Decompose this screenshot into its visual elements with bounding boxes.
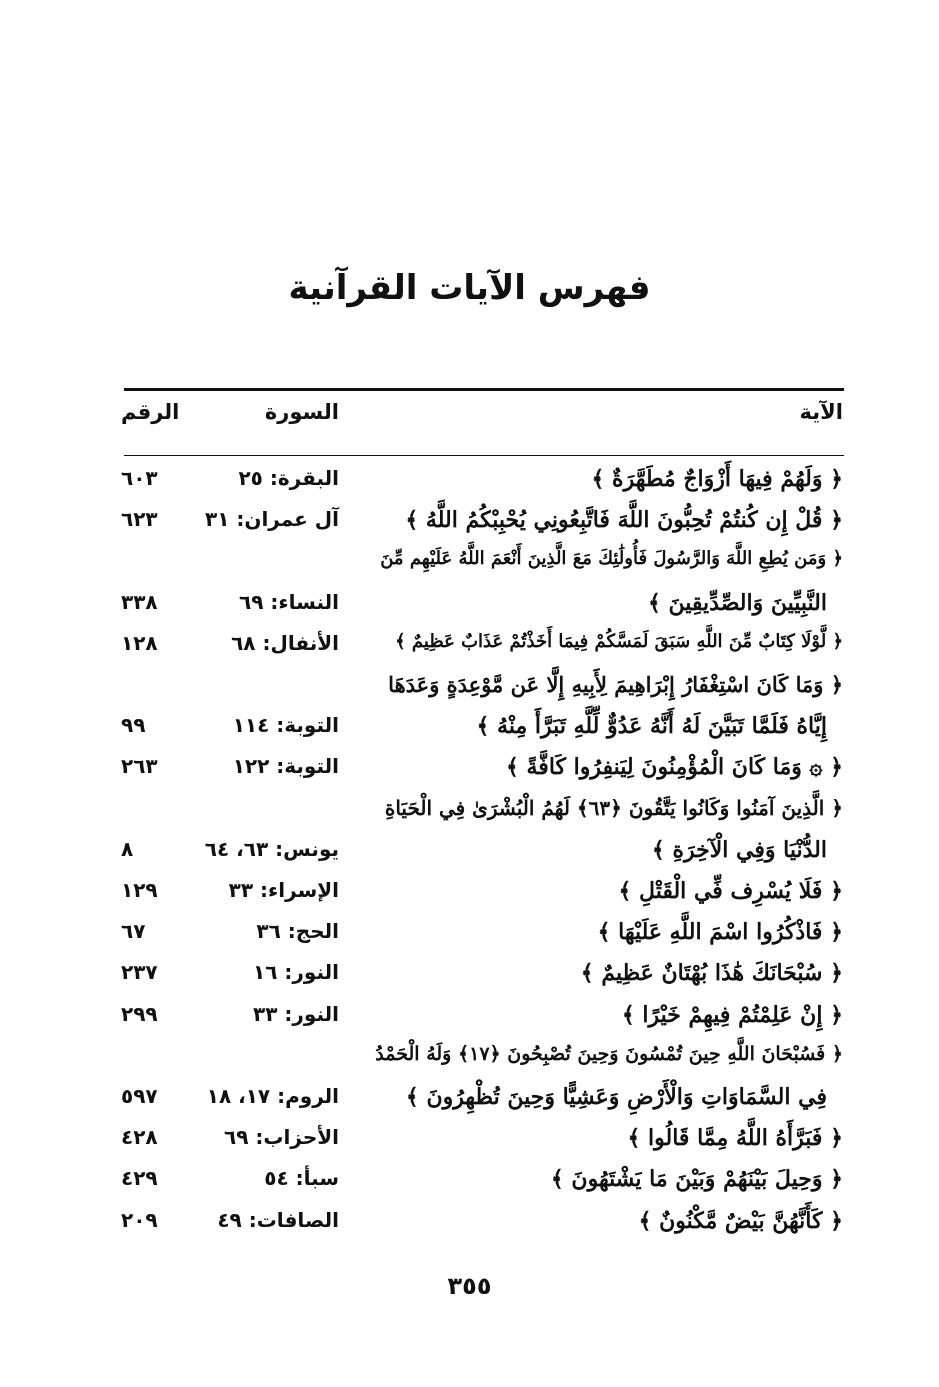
ayah-text: ﴿ فَلَا يُسْرِف فِّي الْقَتْلِ ﴾ — [618, 878, 843, 904]
page-reference-number: ٦٧ — [121, 919, 146, 944]
table-row — [0, 713, 939, 755]
table-row — [0, 1125, 939, 1167]
surah-reference: الإسراء: ٣٣ — [228, 878, 339, 902]
surah-reference: الأنفال: ٦٨ — [231, 630, 339, 655]
surah-reference: الحج: ٣٦ — [256, 919, 339, 944]
surah-reference: آل عمران: ٣١ — [205, 507, 339, 532]
page-reference-number: ٤٢٨ — [121, 1125, 158, 1150]
page-reference-number: ٤٢٩ — [121, 1166, 158, 1191]
ayah-text: ﴿ كَأَنَّهُنَّ بَيْضٌ مَّكْنُونٌ ﴾ — [638, 1207, 843, 1234]
surah-reference: النور: ٣٣ — [253, 1001, 339, 1026]
page-reference-number: ٢٣٧ — [121, 960, 158, 985]
page-reference-number: ١٢٨ — [121, 630, 158, 655]
page-reference-number: ٨ — [121, 836, 134, 861]
surah-reference: الصافات: ٤٩ — [217, 1207, 339, 1232]
ayah-text: ﴿ وَلَهُمْ فِيهَا أَزْوَاجٌ مُطَهَّرَةٌ ﴾ — [591, 466, 843, 492]
table-row — [0, 919, 939, 961]
table-row — [0, 590, 939, 632]
table-row — [0, 878, 939, 920]
page-reference-number: ٥٩٧ — [121, 1084, 158, 1108]
table-row — [0, 672, 939, 714]
ayah-text: ﴿ فَاذْكُرُوا اسْمَ اللَّهِ عَلَيْهَا ﴾ — [597, 919, 843, 946]
surah-reference: النساء: ٦٩ — [239, 589, 339, 614]
table-row — [0, 1084, 939, 1126]
column-header-number: الرقم — [121, 400, 180, 424]
ayah-text: ﴿ وَمَن يُطِعِ اللَّهَ وَالرَّسُولَ فَأُولَٰئِكَ مَعَ الَّذِينَ أَنْعَمَ اللَّهُ عَلَيْهِم مِّنَ — [380, 548, 843, 570]
page-reference-number: ٢٩٩ — [121, 1001, 158, 1026]
page-reference-number: ٦٢٣ — [121, 507, 158, 532]
column-header-ayah: الآية — [799, 400, 843, 424]
ayah-text: الدُّنْيَا وَفِي الْآخِرَةِ ﴾ — [651, 836, 827, 863]
table-row — [0, 631, 939, 673]
page-reference-number: ٣٣٨ — [121, 589, 158, 614]
page-reference-number: ٦٠٣ — [121, 466, 158, 490]
page-reference-number: ١٢٩ — [121, 878, 158, 902]
ayah-text: ﴿ سُبْحَانَكَ هَٰذَا بُهْتَانٌ عَظِيمٌ ﴾ — [580, 960, 843, 987]
page-reference-number: ٢٦٣ — [121, 754, 158, 779]
surah-reference: سبأ: ٥٤ — [264, 1166, 339, 1191]
ayah-text: ﴿ قُلْ إِن كُنتُمْ تُحِبُّونَ اللَّهَ فَاتَّبِعُونِي يُحْبِبْكُمُ اللَّهُ ﴾ — [405, 507, 843, 534]
table-row — [0, 1043, 939, 1085]
surah-reference: التوبة: ١١٤ — [232, 713, 339, 738]
surah-reference: التوبة: ١٢٢ — [232, 754, 339, 779]
ayah-text: ﴿ فَسُبْحَانَ اللَّهِ حِينَ تُمْسُونَ وَحِينَ تُصْبِحُونَ ﴿١٧﴾ وَلَهُ الْحَمْدُ — [375, 1042, 843, 1065]
ayah-text: ﴿ فَبَرَّأَهُ اللَّهُ مِمَّا قَالُوا ﴾ — [627, 1125, 843, 1152]
surah-reference: يونس: ٦٣، ٦٤ — [204, 836, 339, 861]
table-row — [0, 1166, 939, 1208]
ayah-text: إِيَّاهُ فَلَمَّا تَبَيَّنَ لَهُ أَنَّهُ عَدُوٌّ لِّلَّهِ تَبَرَّأَ مِنْهُ ﴾ — [476, 713, 827, 740]
page-reference-number: ٩٩ — [121, 713, 146, 738]
table-row — [0, 1208, 939, 1250]
table-row — [0, 837, 939, 879]
page-reference-number: ٢٠٩ — [121, 1207, 158, 1232]
surah-reference: الروم: ١٧، ١٨ — [206, 1084, 339, 1108]
ayah-text: ﴿ ۞ وَمَا كَانَ الْمُؤْمِنُونَ لِيَنفِرُوا كَافَّةً ﴾ — [505, 754, 843, 781]
table-row — [0, 548, 939, 590]
surah-reference: البقرة: ٢٥ — [238, 466, 339, 490]
ayah-text: ﴿ الَّذِينَ آمَنُوا وَكَانُوا يَتَّقُونَ ﴿٦٣﴾ لَهُمُ الْبُشْرَىٰ فِي الْحَيَاةِ — [384, 795, 843, 820]
table-row — [0, 796, 939, 838]
ayah-text: ﴿ لَّوْلَا كِتَابٌ مِّنَ اللَّهِ سَبَقَ لَمَسَّكُمْ فِيمَا أَخَذْتُمْ عَذَابٌ عَظِيمٌ ﴾ — [395, 630, 843, 652]
index-title: فهرس الآيات القرآنية — [288, 268, 651, 308]
table-row — [0, 1002, 939, 1044]
ayah-text: ﴿ إِنْ عَلِمْتُمْ فِيهِمْ خَيْرًا ﴾ — [621, 1001, 843, 1028]
ayah-text: ﴿ وَمَا كَانَ اسْتِغْفَارُ إِبْرَاهِيمَ لِأَبِيهِ إِلَّا عَن مَّوْعِدَةٍ وَعَدَهَا — [388, 672, 843, 697]
ayah-text: فِي السَّمَاوَاتِ وَالْأَرْضِ وَعَشِيًّا وَحِينَ تُظْهِرُونَ ﴾ — [405, 1084, 827, 1110]
ayah-text: النَّبِيِّينَ وَالصِّدِّيقِينَ ﴾ — [647, 589, 827, 616]
ayah-text: ﴿ وَحِيلَ بَيْنَهُمْ وَبَيْنَ مَا يَشْتَهُونَ ﴾ — [550, 1166, 843, 1193]
table-row — [0, 754, 939, 796]
surah-reference: الأحزاب: ٦٩ — [224, 1125, 339, 1150]
table-row — [0, 960, 939, 1002]
column-header-surah: السورة — [264, 400, 339, 424]
surah-reference: النور: ١٦ — [253, 960, 339, 985]
page-number: ٣٥٥ — [447, 1272, 492, 1300]
table-row — [0, 507, 939, 549]
table-row — [0, 466, 939, 508]
